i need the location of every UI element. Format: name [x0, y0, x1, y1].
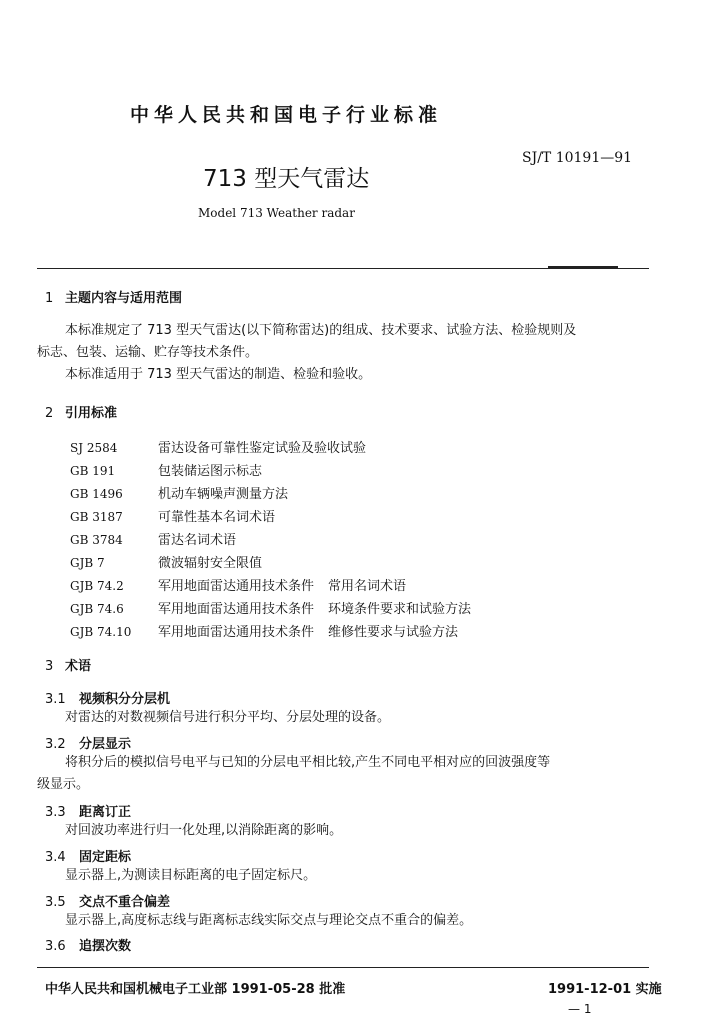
reference-code: GB 1496 [70, 487, 123, 501]
term-number: 3.2 [45, 737, 66, 752]
section-title: 术语 [65, 659, 92, 674]
reference-standard-row [70, 483, 288, 502]
section-1-paragraph-1-line-2: 标志、包装、运输、贮存等技术条件。 [37, 345, 259, 360]
reference-standard-row [70, 529, 236, 548]
reference-standard-row [70, 460, 262, 479]
header-divider [37, 268, 649, 269]
reference-code: GB 3187 [70, 510, 123, 524]
section-number: 1 [45, 291, 54, 306]
term-definition: 显示器上,为测读目标距离的电子固定标尺。 [65, 868, 317, 883]
term-heading [45, 801, 131, 820]
section-3-heading [45, 655, 91, 674]
section-2-heading [45, 402, 117, 421]
reference-standard-row [70, 575, 406, 594]
term-definition-continued: 级显示。 [37, 777, 90, 792]
reference-standard-row [70, 506, 275, 525]
reference-title: 雷达设备可靠性鉴定试验及验收试验 [158, 441, 367, 456]
reference-standard-row [70, 621, 458, 640]
reference-subtitle: 维修性要求与试验方法 [328, 625, 459, 640]
reference-title: 军用地面雷达通用技术条件 [158, 625, 315, 640]
term-number: 3.1 [45, 692, 66, 707]
term-heading [45, 733, 131, 752]
reference-code: GB 191 [70, 464, 116, 478]
reference-code: GJB 7 [70, 556, 105, 570]
reference-code: GJB 74.10 [70, 625, 132, 639]
term-heading [45, 846, 131, 865]
term-name: 分层显示 [79, 737, 132, 752]
reference-title: 机动车辆噪声测量方法 [158, 487, 289, 502]
reference-title: 军用地面雷达通用技术条件 [158, 579, 315, 594]
reference-title: 微波辐射安全限值 [158, 556, 263, 571]
reference-code: GB 3784 [70, 533, 123, 547]
term-definition: 对回波功率进行归一化处理,以消除距离的影响。 [65, 823, 343, 838]
section-number: 3 [45, 659, 54, 674]
issuing-organization: 中华人民共和国电子行业标准 [130, 104, 443, 126]
term-name: 距离订正 [79, 805, 132, 820]
reference-code: GJB 74.6 [70, 602, 124, 616]
reference-subtitle: 常用名词术语 [328, 579, 407, 594]
approval-line: 中华人民共和国机械电子工业部 1991-05-28 批准 [45, 982, 346, 997]
standard-number: SJ/T 10191—91 [522, 150, 633, 166]
term-name: 交点不重合偏差 [79, 895, 171, 910]
term-definition: 对雷达的对数视频信号进行积分平均、分层处理的设备。 [65, 710, 391, 725]
reference-standard-row [70, 552, 262, 571]
footer-divider [37, 967, 649, 968]
reference-title: 包装储运图示标志 [158, 464, 263, 479]
term-number: 3.3 [45, 805, 66, 820]
effective-date: 1991-12-01 实施 [548, 982, 662, 997]
section-1-paragraph-2: 本标准适用于 713 型天气雷达的制造、检验和验收。 [65, 367, 372, 382]
header-divider-accent [548, 266, 618, 268]
section-1-heading [45, 287, 182, 306]
reference-code: SJ 2584 [70, 441, 118, 455]
reference-title: 雷达名词术语 [158, 533, 237, 548]
page-number: — 1 [568, 1002, 592, 1016]
section-number: 2 [45, 406, 54, 421]
term-name: 视频积分分层机 [79, 692, 171, 707]
section-title: 主题内容与适用范围 [65, 291, 183, 306]
term-heading [45, 688, 170, 707]
term-definition: 显示器上,高度标志线与距离标志线实际交点与理论交点不重合的偏差。 [65, 913, 473, 928]
term-number: 3.5 [45, 895, 66, 910]
term-heading [45, 935, 131, 954]
term-heading [45, 891, 170, 910]
term-number: 3.4 [45, 850, 66, 865]
reference-standard-row [70, 598, 471, 617]
term-name: 追摆次数 [79, 939, 132, 954]
term-number: 3.6 [45, 939, 66, 954]
term-definition: 将积分后的模拟信号电平与已知的分层电平相比较,产生不同电平相对应的回波强度等 [65, 755, 551, 770]
reference-code: GJB 74.2 [70, 579, 124, 593]
reference-title: 军用地面雷达通用技术条件 [158, 602, 315, 617]
reference-title: 可靠性基本名词术语 [158, 510, 276, 525]
section-1-paragraph-1-line-1: 本标准规定了 713 型天气雷达(以下简称雷达)的组成、技术要求、试验方法、检验规则及 [65, 323, 577, 338]
document-title: 713 型天气雷达 [203, 166, 370, 192]
document-subtitle: Model 713 Weather radar [198, 206, 355, 220]
reference-subtitle: 环境条件要求和试验方法 [328, 602, 472, 617]
reference-standard-row [70, 437, 366, 456]
term-name: 固定距标 [79, 850, 132, 865]
section-title: 引用标准 [65, 406, 118, 421]
